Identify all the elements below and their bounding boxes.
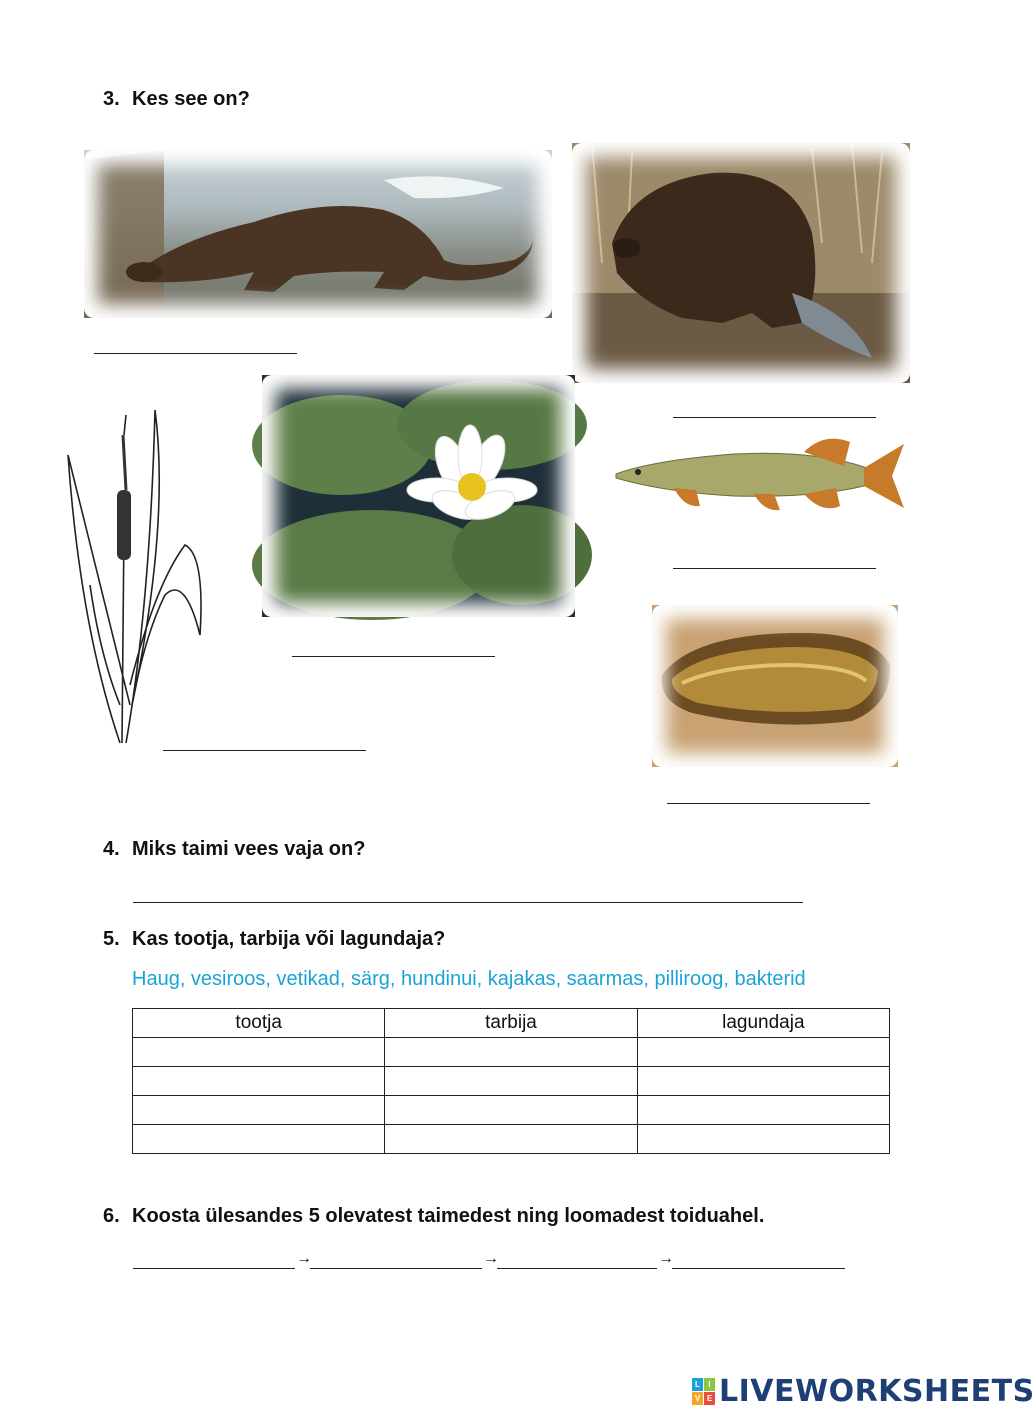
question-4-text: Miks taimi vees vaja on? [132,838,366,860]
liveworksheets-logo[interactable] [692,1374,1035,1409]
column-header-tootja: tootja [133,1009,385,1038]
mussel-image [652,605,898,767]
table-header-row [133,1009,890,1038]
otter-image [84,150,552,318]
cattail-image [60,405,210,743]
table-row [133,1125,890,1154]
table-cell[interactable] [133,1125,385,1154]
pike-image [614,432,906,520]
column-header-tarbija: tarbija [385,1009,637,1038]
badge-letter: L [692,1378,703,1391]
question-5-number: 5. [103,928,120,950]
answer-line-beaver[interactable] [673,417,876,418]
table-cell[interactable] [133,1096,385,1125]
question-3-number: 3. [103,88,120,110]
badge-letter: V [692,1392,703,1405]
classification-table [132,1008,890,1154]
table-row [133,1038,890,1067]
table-cell[interactable] [385,1096,637,1125]
logo-badge-icon [692,1378,715,1405]
table-cell[interactable] [385,1067,637,1096]
arrow-icon: → [296,1250,312,1267]
table-cell[interactable] [637,1038,889,1067]
table-cell[interactable] [385,1125,637,1154]
logo-text: LIVEWORKSHEETS [719,1374,1035,1409]
food-chain-blank-1[interactable] [133,1268,295,1269]
table-cell[interactable] [385,1038,637,1067]
food-chain-blank-2[interactable] [310,1268,482,1269]
table-cell[interactable] [637,1067,889,1096]
word-list: Haug, vesiroos, vetikad, särg, hundinui, kajakas, saarmas, pilliroog, bakterid [132,968,806,990]
answer-line-mussel[interactable] [667,803,870,804]
badge-letter: E [704,1392,715,1405]
question-3-text: Kes see on? [132,88,250,110]
table-cell[interactable] [637,1096,889,1125]
question-4-number: 4. [103,838,120,860]
answer-line-cattail[interactable] [163,750,366,751]
arrow-icon: → [658,1250,674,1267]
table-row [133,1096,890,1125]
badge-letter: I [704,1378,715,1391]
column-header-lagundaja: lagundaja [637,1009,889,1038]
table-cell[interactable] [637,1125,889,1154]
table-row [133,1067,890,1096]
question-5-text: Kas tootja, tarbija või lagundaja? [132,928,446,950]
question-6-text: Koosta ülesandes 5 olevatest taimedest ning loomadest toiduahel. [132,1205,765,1227]
table-cell[interactable] [133,1038,385,1067]
answer-line-water-lily[interactable] [292,656,495,657]
food-chain-blank-3[interactable] [497,1268,657,1269]
food-chain-blank-4[interactable] [672,1268,845,1269]
table-cell[interactable] [133,1067,385,1096]
water-lily-image [262,375,575,617]
answer-line-otter[interactable] [94,353,297,354]
question-6-number: 6. [103,1205,120,1227]
answer-line-pike[interactable] [673,568,876,569]
arrow-icon: → [483,1250,499,1267]
answer-line-q4[interactable] [133,902,803,903]
beaver-image [572,143,910,383]
